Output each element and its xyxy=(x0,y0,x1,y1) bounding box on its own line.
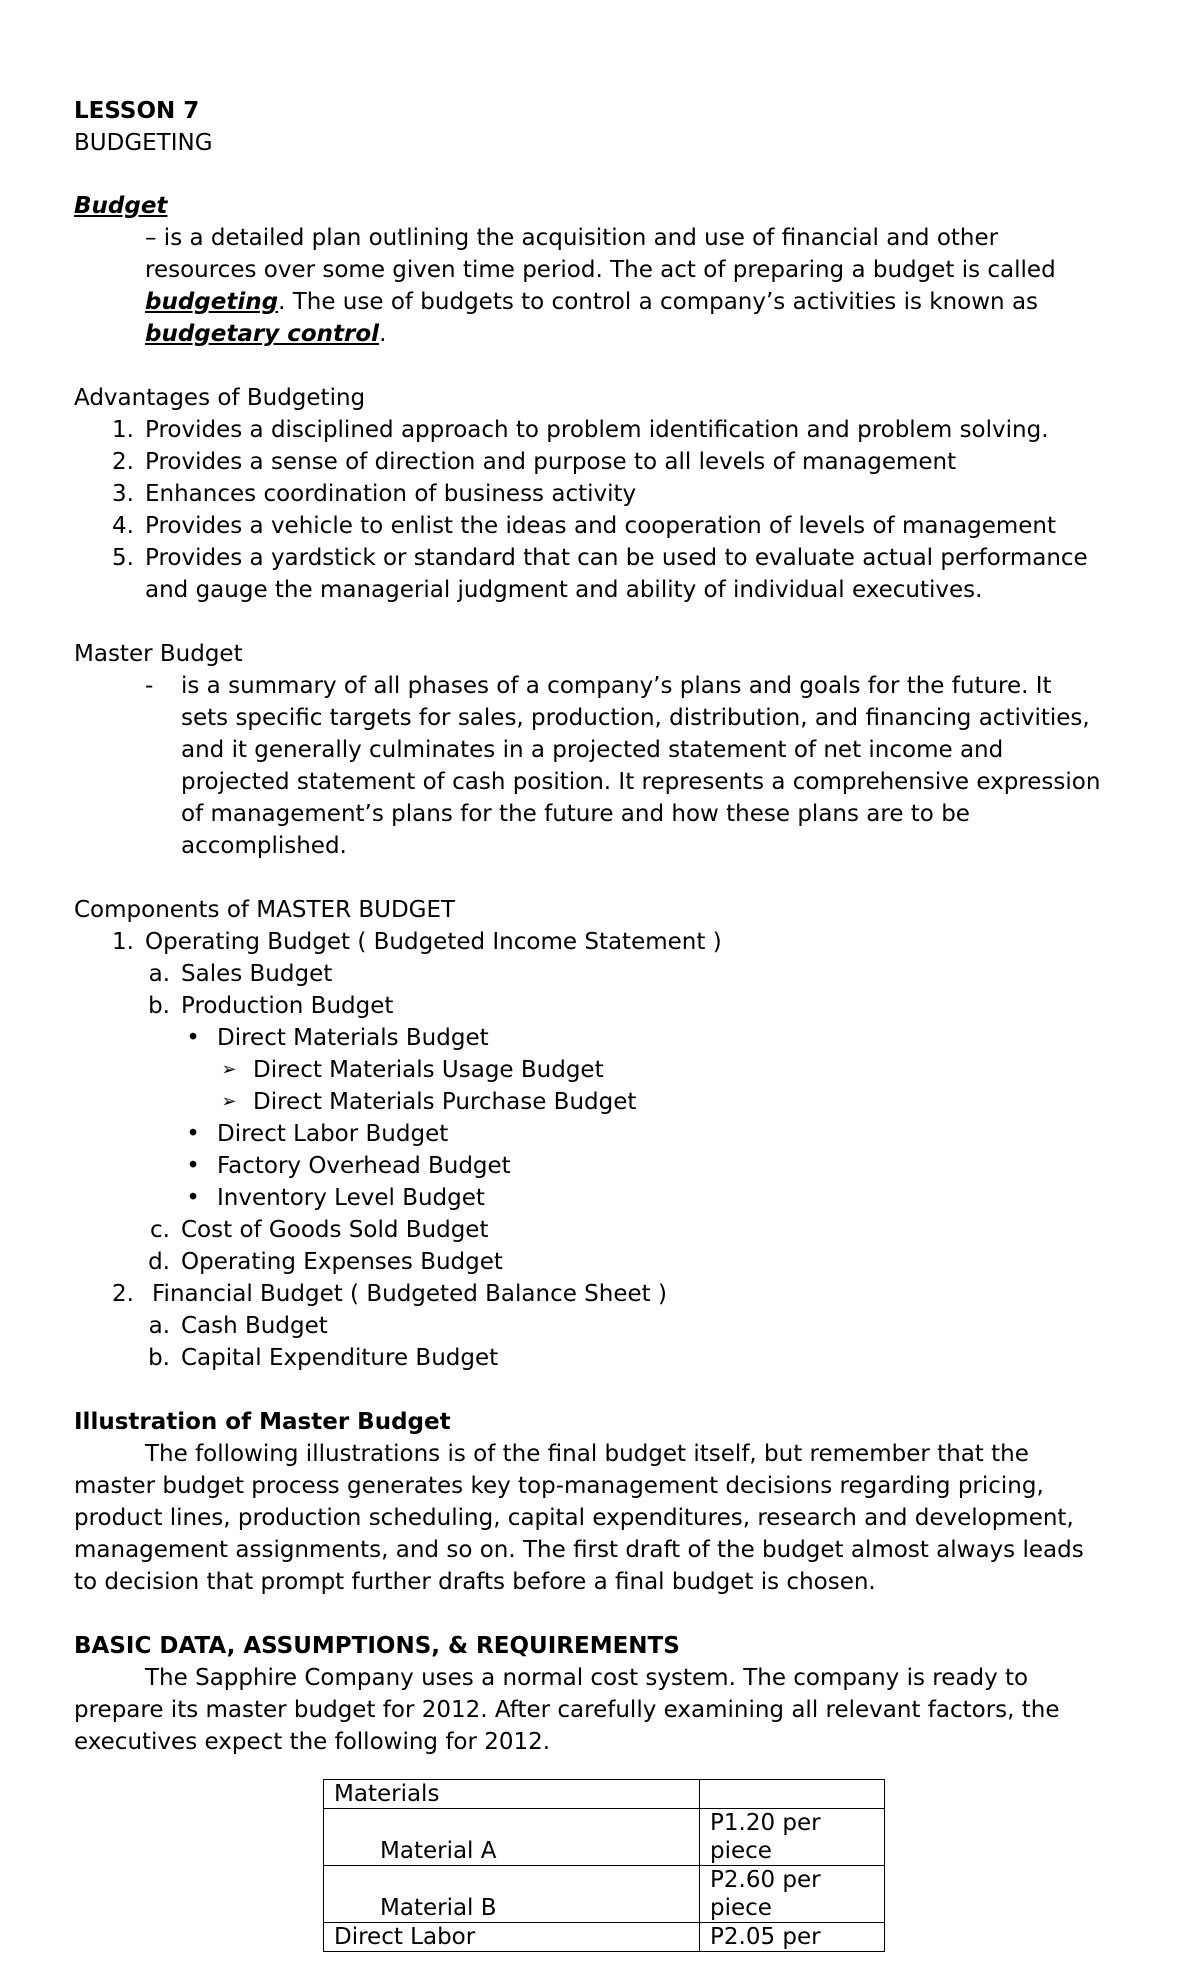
table-cell xyxy=(700,1780,885,1809)
list-letter: c. xyxy=(150,1217,170,1243)
illustration-line: The following illustrations is of the final budget itself, but remember that the xyxy=(145,1441,1029,1467)
lesson-topic: BUDGETING xyxy=(74,130,213,156)
operating-expenses-budget: Operating Expenses Budget xyxy=(181,1249,503,1275)
material-a-price: P1.20 per xyxy=(710,1810,821,1836)
dm-usage-budget: Direct Materials Usage Budget xyxy=(253,1057,604,1083)
direct-materials-budget: Direct Materials Budget xyxy=(217,1025,489,1051)
bullet-icon: • xyxy=(186,1185,200,1211)
list-number: 4. xyxy=(112,513,134,539)
table-cell xyxy=(700,1866,885,1923)
master-line: of management’s plans for the future and how these plans are to be xyxy=(181,801,970,827)
master-line: is a summary of all phases of a company’s plans and goals for the future. It xyxy=(181,673,1052,699)
basic-data-heading: BASIC DATA, ASSUMPTIONS, & REQUIREMENTS xyxy=(74,1633,680,1659)
dash-marker: - xyxy=(145,673,154,699)
arrow-bullet-icon: ➢ xyxy=(221,1091,237,1112)
bullet-icon: • xyxy=(186,1153,200,1179)
sales-budget: Sales Budget xyxy=(181,961,333,987)
components-heading: Components of MASTER BUDGET xyxy=(74,897,456,923)
dm-purchase-budget: Direct Materials Purchase Budget xyxy=(253,1089,637,1115)
basic-data-line: The Sapphire Company uses a normal cost system. The company is ready to xyxy=(145,1665,1029,1691)
factory-overhead-budget: Factory Overhead Budget xyxy=(217,1153,511,1179)
illustration-line: product lines, production scheduling, capital expenditures, research and development, xyxy=(74,1505,1074,1531)
master-line: sets specific targets for sales, production, distribution, and financing activities, xyxy=(181,705,1090,731)
table-cell: P2.05 per xyxy=(700,1923,885,1952)
lesson-number: LESSON 7 xyxy=(74,98,200,124)
material-b-unit: piece xyxy=(710,1895,772,1921)
table-cell: Materials xyxy=(324,1780,700,1809)
materials-table xyxy=(323,1779,885,1952)
table-cell: Direct Labor xyxy=(324,1923,700,1952)
material-b-price: P2.60 per xyxy=(710,1867,821,1893)
budgeting-term: budgeting xyxy=(145,289,279,315)
budgetary-control-term: budgetary control xyxy=(145,321,380,347)
material-b-label: Material B xyxy=(380,1895,497,1921)
list-number: 2. xyxy=(112,1281,134,1307)
budget-def-line xyxy=(145,287,1038,317)
list-item: Provides a vehicle to enlist the ideas and cooperation of levels of management xyxy=(145,513,1057,539)
basic-data-line: executives expect the following for 2012. xyxy=(74,1729,551,1755)
list-number: 3. xyxy=(112,481,134,507)
list-item: Enhances coordination of business activity xyxy=(145,481,637,507)
list-number: 1. xyxy=(112,417,134,443)
bullet-icon: • xyxy=(186,1121,200,1147)
table-cell xyxy=(700,1809,885,1866)
material-a-label: Material A xyxy=(380,1838,497,1864)
table-row xyxy=(324,1923,885,1952)
operating-budget: Operating Budget ( Budgeted Income Statement ) xyxy=(145,929,722,955)
direct-labor-budget: Direct Labor Budget xyxy=(217,1121,449,1147)
list-item: Provides a sense of direction and purpose to all levels of management xyxy=(145,449,957,475)
budget-def-line xyxy=(145,319,386,349)
list-item: Provides a yardstick or standard that can be used to evaluate actual performance xyxy=(145,545,1088,571)
financial-budget: Financial Budget ( Budgeted Balance Sheet ) xyxy=(152,1281,667,1307)
table-cell xyxy=(324,1866,700,1923)
list-letter: a. xyxy=(148,961,170,987)
list-number: 2. xyxy=(112,449,134,475)
list-number: 5. xyxy=(112,545,134,571)
production-budget: Production Budget xyxy=(181,993,394,1019)
master-line: and it generally culminates in a projected statement of net income and xyxy=(181,737,1004,763)
bullet-icon: • xyxy=(186,1025,200,1051)
budget-def-period: . xyxy=(379,321,387,347)
arrow-bullet-icon: ➢ xyxy=(221,1059,237,1080)
list-letter: b. xyxy=(148,993,170,1019)
advantages-heading: Advantages of Budgeting xyxy=(74,385,366,411)
material-a-unit: piece xyxy=(710,1838,772,1864)
table-row xyxy=(324,1809,885,1866)
cogs-budget: Cost of Goods Sold Budget xyxy=(181,1217,489,1243)
cash-budget: Cash Budget xyxy=(181,1313,328,1339)
list-item: Provides a disciplined approach to problem identification and problem solving. xyxy=(145,417,1049,443)
table-cell xyxy=(324,1809,700,1866)
master-line: projected statement of cash position. It represents a comprehensive expression xyxy=(181,769,1101,795)
illustration-heading: Illustration of Master Budget xyxy=(74,1409,451,1435)
table-row xyxy=(324,1866,885,1923)
capital-expenditure-budget: Capital Expenditure Budget xyxy=(181,1345,499,1371)
illustration-line: to decision that prompt further drafts before a final budget is chosen. xyxy=(74,1569,876,1595)
illustration-line: management assignments, and so on. The first draft of the budget almost always leads xyxy=(74,1537,1084,1563)
basic-data-line: prepare its master budget for 2012. After carefully examining all relevant factors, the xyxy=(74,1697,1060,1723)
list-number: 1. xyxy=(112,929,134,955)
budget-def-line: resources over some given time period. The act of preparing a budget is called xyxy=(145,257,1056,283)
master-line: accomplished. xyxy=(181,833,347,859)
list-item-continuation: and gauge the managerial judgment and ability of individual executives. xyxy=(145,577,983,603)
master-heading: Master Budget xyxy=(74,641,243,667)
budget-def-line: – is a detailed plan outlining the acquisition and use of financial and other xyxy=(145,225,999,251)
list-letter: b. xyxy=(148,1345,170,1371)
budget-def-text: . The use of budgets to control a company’s activities is known as xyxy=(278,289,1039,315)
illustration-line: master budget process generates key top-management decisions regarding pricing, xyxy=(74,1473,1044,1499)
list-letter: d. xyxy=(148,1249,170,1275)
table-row xyxy=(324,1780,885,1809)
inventory-level-budget: Inventory Level Budget xyxy=(217,1185,485,1211)
list-letter: a. xyxy=(148,1313,170,1339)
budget-term: Budget xyxy=(74,193,168,219)
